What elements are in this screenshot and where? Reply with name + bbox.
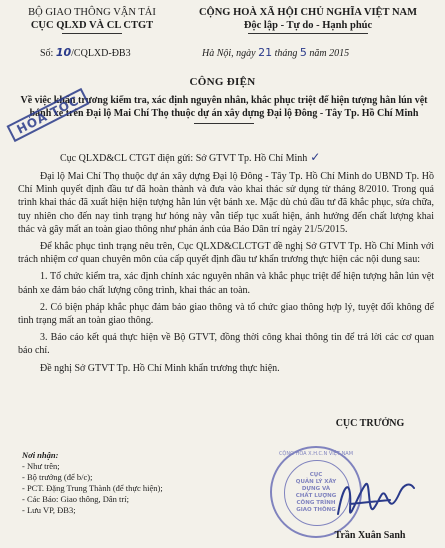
checkmark-icon: ✓ [310, 150, 321, 164]
document-body [18, 170, 434, 379]
doc-no-suffix: /CQLXD-ĐB3 [71, 48, 131, 59]
body-paragraph: 1. Tổ chức kiểm tra, xác định chính xác nguyên nhân và khắc phục triệt để hiện tượng hằn lún vệt bánh xe đảm bảo chất lượng công trình, khai thác an toàn. [18, 271, 434, 296]
recipient-item: - Các Báo: Giao thông, Dân trí; [22, 494, 129, 504]
seal-line: CỤC [309, 472, 323, 478]
recipients-list [22, 450, 163, 516]
department-name: CỤC QLXD VÀ CL CTGT [12, 19, 172, 34]
doc-no-prefix: Số: [40, 48, 54, 59]
day-handwritten: 21 [258, 46, 273, 59]
seal-line: QUẢN LÝ XÂY DỰNG VÀ [295, 479, 337, 492]
month-handwritten: 5 [299, 46, 307, 59]
document-title: CÔNG ĐIỆN [189, 76, 256, 88]
signer-position: CỤC TRƯỞNG [335, 418, 405, 429]
recipient-item: - PCT. Đặng Trung Thành (để thực hiện); [22, 483, 163, 493]
year-text: năm 2015 [309, 48, 350, 59]
recipient-item: - Như trên; [22, 461, 60, 471]
body-paragraph: Để khắc phục tình trạng nêu trên, Cục QLXD&CLCTGT đề nghị Sở GTVT Tp. Hồ Chí Minh với trách nhiệm cơ quan chuyên môn của cấp quyết định đầu tư khẩn trương thực hiện các nội dung sau: [18, 241, 434, 266]
recipient-item: - Lưu VP, ĐB3; [22, 505, 76, 515]
recipients-label: Nơi nhận: [22, 450, 59, 460]
national-header [178, 6, 438, 34]
urgent-stamp: HỎA TỐC [6, 88, 89, 142]
recipient-line [60, 150, 320, 164]
nation-name: CỘNG HOÀ XÃ HỘI CHỦ NGHĨA VIỆT NAM [198, 7, 418, 18]
seal-line: GIAO THÔNG [296, 507, 336, 513]
seal-line: CHẤT LƯỢNG CÔNG TRÌNH [295, 493, 337, 506]
month-label: tháng [274, 48, 298, 59]
body-paragraph: Đại lộ Mai Chí Thọ thuộc dự án xây dựng Đại lộ Đông - Tây Tp. Hồ Chí Minh do UBND Tp. Hồ Chí Minh quyết định đầu tư đã hoàn thành và đưa vào khai thác sử dụng từ tháng 8/2010. Trong quá trình khai thác đã xuất hiện hiện tượng hằn lún vệt bánh xe. Mặc dù chủ đầu tư đã khắc phục, sửa chữa, tuy nhiên cho đến nay tình trạng hư hỏng này vẫn tiếp tục xuất hiện, ảnh hưởng đến chất lượng khai thác và gây mất an toàn giao thông như phản ánh của Báo Dân trí ngày 21/5/2015. [18, 171, 434, 235]
body-paragraph: 2. Có biện pháp khắc phục đảm bảo giao thông và tổ chức giao thông hợp lý, tuyệt đối không để tình trạng mất an toàn giao thông. [18, 301, 434, 327]
doc-no-handwritten: 10 [55, 46, 72, 59]
place-prefix: Hà Nội, ngày [202, 48, 256, 59]
recipient-item: - Bộ trưởng (để b/c); [22, 472, 93, 482]
ministry-name: BỘ GIAO THÔNG VẬN TẢI [28, 7, 156, 18]
national-motto: Độc lập - Tự do - Hạnh phúc [178, 19, 438, 34]
recipient-text: Cục QLXD&CL CTGT điện gửi: Sở GTVT Tp. Hồ Chí Minh [60, 153, 308, 164]
issuing-agency [12, 6, 172, 34]
body-paragraph: 3. Báo cáo kết quả thực hiện về Bộ GTVT, đồng thời công khai thông tin để trả lời các cơ quan báo chí. [18, 332, 434, 357]
body-paragraph: Đề nghị Sở GTVT Tp. Hồ Chí Minh khẩn trương thực hiện. [40, 362, 280, 374]
seal-ring-text: CỘNG HÒA X.H.C.N VIỆT NAM [278, 451, 354, 457]
document-number [40, 46, 131, 59]
signature-icon [330, 470, 420, 530]
document-subject: Về việc khẩn trương kiểm tra, xác định nguyên nhân, khắc phục triệt để hiện tượng hằn lún vệt bánh xe trên Đại lộ Mai Chí Thọ thuộc dự án xây dựng Đại lộ Đông - Tây Tp. Hồ Chí Minh [10, 94, 438, 124]
place-date [202, 46, 349, 59]
signer-name: Trần Xuân Sanh [334, 530, 406, 541]
